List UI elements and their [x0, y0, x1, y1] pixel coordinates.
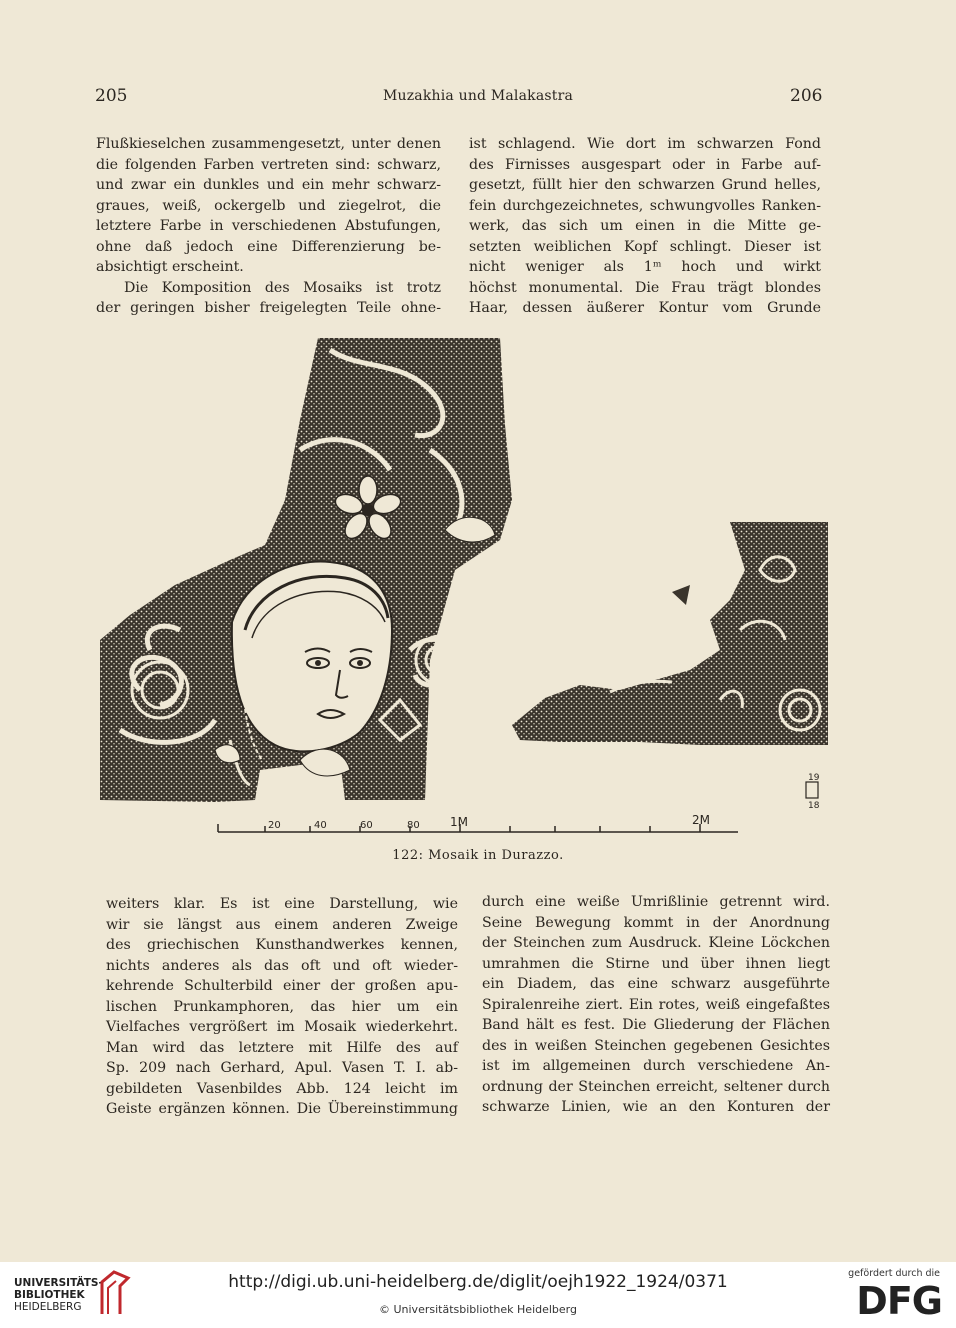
text-line: Seine Bewegung kommt in der Anordnung — [482, 914, 830, 931]
text-line: ist im allgemeinen durch verschiedene An- — [482, 1058, 830, 1074]
dfg-logo: DFG — [856, 1279, 942, 1323]
text-line: gesetzt, füllt hier den schwarzen Grund helles, — [469, 177, 821, 193]
text-line: ist schlagend. Wie dort im schwarzen Fond — [469, 136, 821, 152]
text-line: Haar, dessen äußerer Kontur vom Grunde — [469, 300, 821, 316]
text-line: absichtigt erscheint. — [96, 259, 244, 275]
copyright-notice: © Universitätsbibliothek Heidelberg — [378, 1303, 577, 1316]
text-line: Sp. 209 nach Gerhard, Apul. Vasen T. I. ab- — [106, 1060, 458, 1076]
text-line: umrahmen die Stirne und über ihnen liegt — [482, 955, 830, 972]
text-line: der Steinchen zum Ausdruck. Kleine Löckchen — [482, 935, 830, 951]
text-line: nichts anderes als das oft und oft wieder- — [106, 957, 458, 974]
face-region — [232, 562, 392, 752]
text-line: schwarze Linien, wie an den Konturen der — [482, 1099, 830, 1115]
text-line: Spiralenreihe ziert. Ein rotes, weiß eingefaßtes — [482, 996, 830, 1013]
text-line: setzten weiblichen Kopf schlingt. Dieser ist — [469, 238, 821, 255]
text-line: wir sie längst aus einem anderen Zweige — [106, 916, 458, 933]
text-line: des griechischen Kunsthandwerkes kennen, — [106, 937, 458, 953]
text-line: Vielfaches vergrößert im Mosaik wiederkehrt. — [106, 1019, 458, 1035]
text-line: des Firnisses ausgespart oder in Farbe auf- — [469, 156, 821, 173]
running-title: Muzakhia und Malakastra — [382, 88, 574, 104]
text-line: der geringen bisher freigelegten Teile ohne- — [96, 300, 441, 316]
text-line: lischen Prunkamphoren, das hier um ein — [106, 998, 458, 1015]
text-line: höchst monumental. Die Frau trägt blondes — [469, 279, 821, 296]
scale-label: 1M — [450, 815, 468, 829]
text-line: ordnung der Steinchen erreicht, seltener durch — [482, 1078, 830, 1095]
text-line: graues, weiß, ockergelb und ziegelrot, die — [96, 197, 441, 214]
page-number-right: 206 — [790, 86, 823, 106]
text-line: gebildeten Vasenbildes Abb. 124 leicht im — [106, 1080, 458, 1097]
text-line: ein Diadem, das eine schwarz ausgeführte — [482, 976, 830, 992]
text-line: Flußkieselchen zusammengesetzt, unter denen — [96, 136, 441, 152]
text-line: fein durchgezeichnetes, schwungvolles Ranken- — [469, 197, 821, 214]
figure-caption: 122: Mosaik in Durazzo. — [392, 848, 564, 863]
text-line: ohne daß jedoch eine Differenzierung be- — [96, 238, 441, 255]
bottom-left-column — [106, 894, 458, 1120]
text-line: Man wird das letztere mit Hilfe des auf — [106, 1039, 458, 1056]
scale-bar — [218, 824, 738, 832]
permalink-url[interactable]: http://digi.ub.uni-heidelberg.de/diglit/oejh1922_1924/0371 — [228, 1272, 728, 1292]
library-name-line: BIBLIOTHEK — [14, 1289, 85, 1301]
text-line: und zwar ein dunkles und ein mehr schwarz- — [96, 177, 441, 193]
text-line: durch eine weiße Umrißlinie getrennt wird. — [482, 894, 830, 910]
text-line: Band hält es fest. Die Gliederung der Flächen — [482, 1017, 830, 1033]
mosaic-figure — [0, 330, 956, 840]
svg-text:18: 18 — [808, 801, 820, 811]
text-line: Geiste ergänzen können. Die Übereinstimmung — [106, 1101, 458, 1117]
text-line: weiters klar. Es ist eine Darstellung, wie — [106, 896, 458, 912]
scale-label: 60 — [360, 820, 373, 831]
text-line: Die Komposition des Mosaiks ist trotz — [124, 279, 441, 296]
top-right-column — [469, 134, 821, 319]
text-line: nicht weniger als 1ᵐ hoch und wirkt — [469, 259, 821, 275]
top-left-column — [96, 134, 441, 319]
artist-monogram — [806, 773, 820, 811]
svg-text:19: 19 — [808, 773, 820, 783]
page-number-left: 205 — [95, 86, 128, 106]
library-name-line: HEIDELBERG — [14, 1301, 82, 1313]
text-line: die folgenden Farben vertreten sind: schwarz, — [96, 156, 441, 173]
scale-label: 40 — [314, 820, 327, 831]
funding-note: gefördert durch die — [848, 1268, 940, 1279]
bottom-right-column — [482, 892, 830, 1118]
text-line: des in weißen Steinchen gegebenen Gesichtes — [482, 1037, 830, 1054]
text-line: werk, das sich um einen in die Mitte ge- — [469, 218, 821, 234]
text-line: kehrende Schulterbild einer der großen apu- — [106, 978, 458, 994]
text-line: letztere Farbe in verschiedenen Abstufungen, — [96, 218, 441, 234]
scale-label: 2M — [692, 813, 710, 827]
scale-label: 20 — [268, 820, 281, 831]
library-name-line: UNIVERSITÄTS- — [14, 1277, 103, 1289]
scale-label: 80 — [407, 820, 420, 831]
